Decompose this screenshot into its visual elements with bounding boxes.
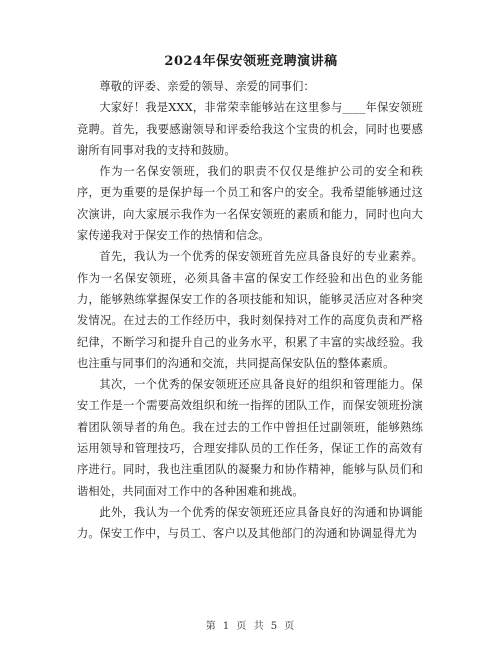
body-paragraph: 此外，我认为一个优秀的保安领班还应具备良好的沟通和协调能力。保安工作中，与员工、客户以及其他部门的沟通和协调显得尤为	[77, 505, 423, 541]
salutation-paragraph: 尊敬的评委、亲爱的领导、亲爱的同事们：	[99, 80, 315, 93]
page-number-footer: 第 1 页 共 5 页	[205, 621, 297, 632]
body-paragraph: 首先，我认为一个优秀的保安领班首先应具备良好的专业素养。作为一名保安领班，必须具备丰富的保安工作经验和出色的业务能力，能够熟练掌握保安工作的各项技能和知识，能够灵活应对各种突发情况。在过去的工作经历中，我时刻保持对工作的高度负责和严格纪律，不断学习和提升自己的业务水平，积累了丰富的实战经验。我也注重与同事们的沟通和交流，共同提高保安队伍的整体素质。	[77, 250, 423, 370]
body-paragraph: 大家好！我是XXX，非常荣幸能够站在这里参与____年保安领班竞聘。首先，我要感谢领导和评委给我这个宝贵的机会，同时也要感谢所有同事对我的支持和鼓励。	[77, 101, 423, 157]
body-paragraph: 作为一名保安领班，我们的职责不仅仅是维护公司的安全和秩序，更为重要的是保护每一个员工和客户的安全。我希望能够通过这次演讲，向大家展示我作为一名保安领班的素质和能力，同时也向大家传递我对于保安工作的热情和信念。	[77, 165, 423, 243]
document-title: 2024年保安领班竞聘演讲稿	[164, 54, 338, 69]
body-paragraph: 其次，一个优秀的保安领班还应具备良好的组织和管理能力。保安工作是一个需要高效组织和统一指挥的团队工作，而保安领班扮演着团队领导者的角色。我在过去的工作中曾担任过副领班，能够熟练运用领导和管理技巧，合理安排队员的工作任务，保证工作的高效有序进行。同时，我也注重团队的凝聚力和协作精神，能够与队员们和谐相处，共同面对工作中的各种困难和挑战。	[77, 378, 423, 498]
document-body	[77, 76, 423, 545]
